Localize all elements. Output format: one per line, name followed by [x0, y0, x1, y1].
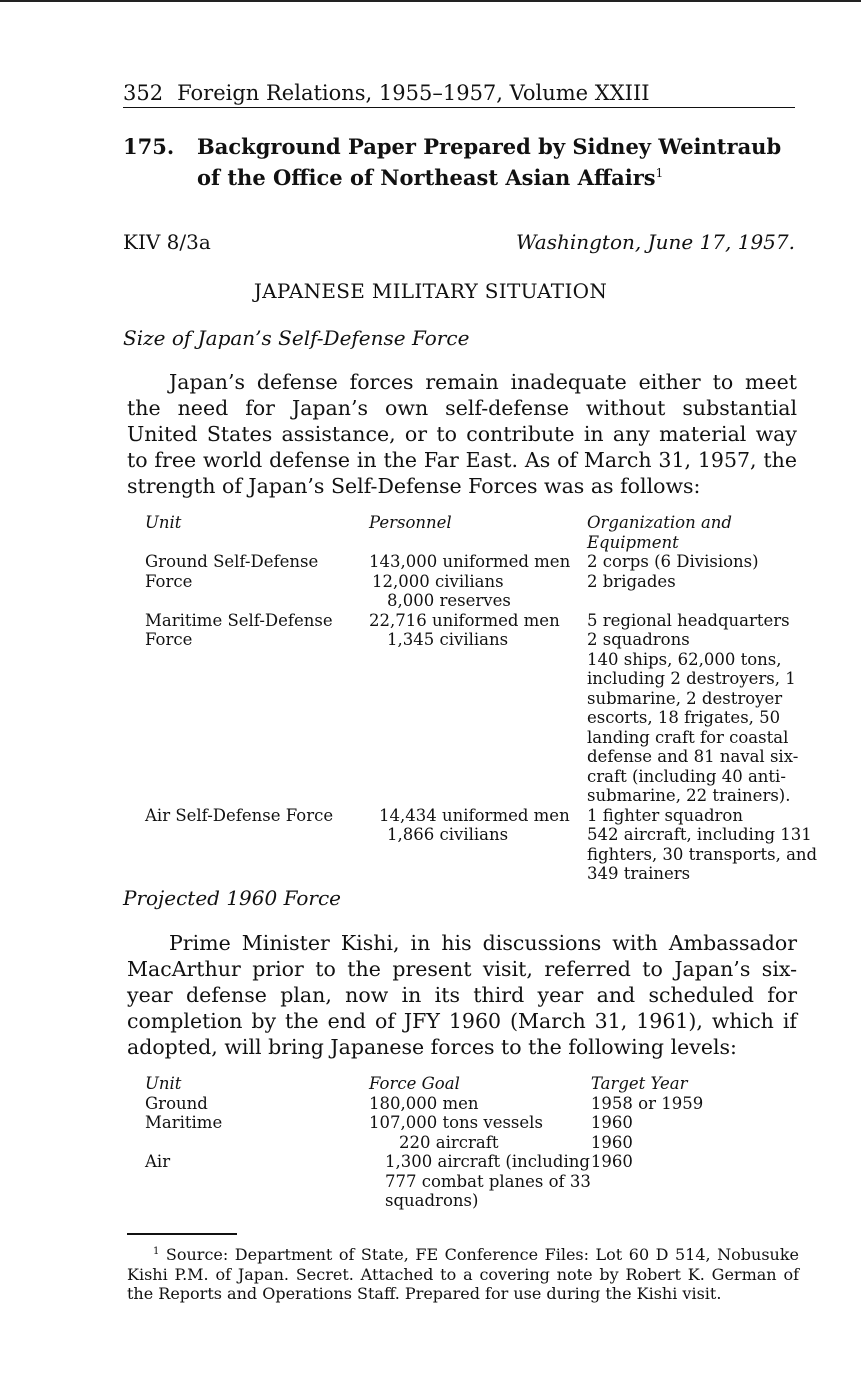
target-year-line: 1960	[590, 1132, 633, 1152]
table-header-row	[145, 1074, 809, 1094]
column-header-unit: Unit	[145, 1074, 182, 1093]
paragraph-text: Japan’s defense forces remain inadequate either to meet the need for Japan’s own self-defense without substantial United States assistance, or to contribute in any material way to free world defense in the Far East. As of March 31, 1957, the strength of Japan’s Self-Defense Forces was as follows:	[127, 370, 797, 498]
equipment-line: 542 aircraft, including 131	[587, 825, 812, 844]
paragraph-text: Prime Minister Kishi, in his discussions with Ambassador MacArthur prior to the present visit, referred to Japan’s six-year defense plan, now in its third year and scheduled for completion by the end of JFY 1960 (March 31, 1961), which if adopted, will bring Japanese forces to the following levels:	[127, 931, 797, 1059]
equipment-line: defense and 81 naval six-	[587, 747, 799, 766]
footnote-text: Source: Department of State, FE Conference Files: Lot 60 D 514, Nobusuke Kishi P.M. of Japan. Secret. Attached to a covering note by Robert K. German of the Reports and Operations Staff. Prepared for use during the Kishi visit.	[127, 1245, 799, 1303]
section-heading: JAPANESE MILITARY SITUATION	[253, 279, 608, 303]
column-header-force-goal: Force Goal	[369, 1074, 460, 1093]
document-title	[197, 134, 797, 191]
table-header-row	[145, 513, 817, 552]
paragraph-projected-force	[127, 930, 797, 1060]
document-number: 175.	[123, 134, 175, 159]
reference-code: KIV 8/3a	[123, 230, 211, 254]
target-year-line: 1960	[590, 1113, 633, 1132]
force-goal-line: 1,300 aircraft (including	[385, 1152, 590, 1171]
personnel-cell	[369, 611, 587, 806]
personnel-cell	[369, 552, 587, 611]
equipment-line: 140 ships, 62,000 tons,	[587, 649, 782, 669]
unit-cell: Ground	[145, 1093, 208, 1113]
equipment-line: 2 corps (6 Divisions)	[587, 552, 759, 571]
page-top-border	[0, 0, 861, 2]
table-row	[145, 1152, 809, 1211]
table-row	[145, 1094, 809, 1114]
target-year-line: 1960	[590, 1152, 633, 1171]
footnote-divider	[127, 1233, 237, 1235]
force-goal-line: squadrons)	[385, 1191, 479, 1210]
target-year-cell	[591, 1113, 809, 1152]
running-head-title: Foreign Relations, 1955–1957, Volume XXIII	[177, 81, 650, 105]
personnel-line: 8,000 reserves	[387, 591, 511, 610]
equipment-line: submarine, 2 destroyer	[587, 688, 783, 708]
footnote-reference[interactable]: 1	[655, 166, 664, 180]
equipment-cell	[587, 552, 817, 611]
force-goal-line: 180,000 men	[369, 1093, 479, 1113]
equipment-line: 2 brigades	[587, 571, 676, 591]
subheading-size-of-force: Size of Japan’s Self-Defense Force	[123, 326, 470, 350]
subheading-projected-force: Projected 1960 Force	[123, 886, 342, 910]
equipment-line: 2 squadrons	[587, 630, 690, 649]
target-year-cell	[591, 1152, 809, 1211]
personnel-cell	[369, 806, 587, 884]
personnel-line: 143,000 uniformed men	[369, 552, 571, 571]
footnote	[127, 1242, 799, 1304]
equipment-line: craft (including 40 anti-	[587, 766, 786, 786]
equipment-cell	[587, 611, 817, 806]
force-goal-line: 220 aircraft	[399, 1132, 499, 1152]
unit-cell: Ground Self-Defense Force	[145, 552, 319, 591]
equipment-line: 5 regional headquarters	[587, 610, 790, 630]
table-row	[145, 1113, 809, 1152]
equipment-line: 1 fighter squadron	[587, 805, 743, 825]
projected-forces-table	[145, 1074, 809, 1211]
footnote-marker: 1	[153, 1246, 160, 1257]
table-row	[145, 611, 817, 806]
equipment-line: landing craft for coastal	[587, 727, 789, 747]
unit-cell: Maritime Self-Defense Force	[145, 610, 333, 649]
current-forces-table	[145, 513, 817, 884]
force-goal-cell	[369, 1113, 591, 1152]
equipment-cell	[587, 806, 817, 884]
column-header-unit: Unit	[145, 513, 182, 532]
paragraph-size-of-force	[127, 369, 797, 499]
unit-cell: Maritime	[145, 1113, 223, 1132]
document-title-text: Background Paper Prepared by Sidney Weintraub of the Office of Northeast Asian Affairs	[197, 134, 782, 190]
target-year-cell	[591, 1094, 809, 1114]
target-year-line: 1958 or 1959	[590, 1093, 704, 1113]
force-goal-line: 777 combat planes of 33	[385, 1171, 591, 1191]
personnel-line: 22,716 uniformed men	[369, 610, 560, 630]
column-header-personnel: Personnel	[369, 513, 452, 532]
column-header-target-year: Target Year	[590, 1074, 688, 1093]
personnel-line: 14,434 uniformed men	[379, 805, 570, 825]
personnel-line: 1,345 civilians	[387, 630, 509, 649]
equipment-line: fighters, 30 transports, and	[587, 844, 818, 864]
table-row	[145, 552, 817, 611]
place-date: Washington, June 17, 1957.	[515, 230, 795, 254]
equipment-line: submarine, 22 trainers).	[587, 786, 791, 805]
equipment-line: escorts, 18 frigates, 50	[587, 708, 781, 727]
equipment-line: 349 trainers	[587, 864, 691, 883]
personnel-line: 12,000 civilians	[372, 571, 504, 591]
page-number: 352	[123, 81, 164, 105]
column-header-equipment: Organization and Equipment	[587, 513, 732, 552]
unit-cell: Air	[145, 1152, 171, 1171]
equipment-line: including 2 destroyers, 1	[587, 669, 796, 688]
unit-cell: Air Self-Defense Force	[145, 805, 334, 825]
table-row	[145, 806, 817, 884]
force-goal-cell	[369, 1152, 591, 1211]
personnel-line: 1,866 civilians	[387, 825, 509, 844]
force-goal-cell	[369, 1094, 591, 1114]
force-goal-line: 107,000 tons vessels	[369, 1113, 543, 1132]
running-head	[123, 80, 795, 108]
